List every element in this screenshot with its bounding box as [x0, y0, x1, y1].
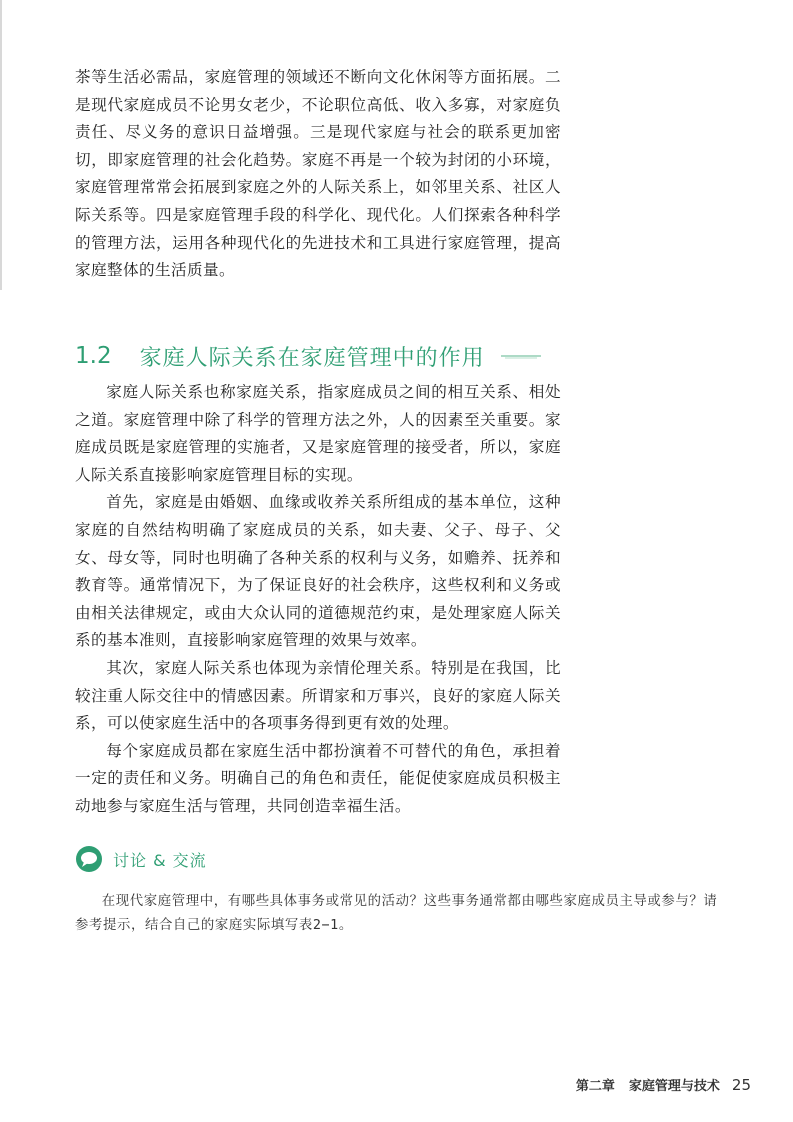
speech-bubble-icon	[75, 845, 103, 873]
top-paragraph: 茶等生活必需品，家庭管理的领域还不断向文化休闲等方面拓展。二是现代家庭成员不论男女老少，不论职位高低、收入多寡，对家庭负责任、尽义务的意识日益增强。三是现代家庭与社会的联系更加密切，即家庭管理的社会化趋势。家庭不再是一个较为封闭的小环境，家庭管理常常会拓展到家庭之外的人际关系上，如邻里关系、社区人际关系等。四是家庭管理手段的科学化、现代化。人们探索各种科学的管理方法，运用各种现代化的先进技术和工具进行家庭管理，提高家庭整体的生活质量。	[75, 68, 561, 280]
paragraph: 其次，家庭人际关系也体现为亲情伦理关系。特别是在我国，比较注重人际交往中的情感因素。所谓家和万事兴，良好的家庭人际关系，可以使家庭生活中的各项事务得到更有效的处理。	[75, 658, 561, 733]
page-edge-rule	[0, 0, 2, 290]
page-number: 25	[731, 1076, 751, 1094]
footer-chapter: 第二章	[575, 1079, 615, 1094]
heading-decoration-icon	[501, 351, 541, 361]
paragraph: 每个家庭成员都在家庭生活中都扮演着不可替代的角色，承担着一定的责任和义务。明确自己的角色和责任，能促使家庭成员积极主动地参与家庭生活与管理，共同创造幸福生活。	[75, 741, 561, 815]
discussion-title: 讨论 & 交流	[113, 850, 207, 870]
paragraph: 家庭人际关系也称家庭关系，指家庭成员之间的相互关系、相处之道。家庭管理中除了科学的管理方法之外，人的因素至关重要。家庭成员既是家庭管理的实施者，又是家庭管理的接受者，所以，家庭人际关系直接影响家庭管理目标的实现。	[75, 383, 561, 484]
section-title: 家庭人际关系在家庭管理中的作用	[139, 345, 485, 371]
footer-chapter-title: 家庭管理与技术	[628, 1079, 720, 1094]
section-body	[75, 379, 561, 821]
section-heading	[75, 338, 555, 374]
discussion-prompt: 在现代家庭管理中，有哪些具体事务或常见的活动？这些事务通常都由哪些家庭成员主导或参与？请参考提示，结合自己的家庭实际填写表2−1。	[75, 894, 718, 933]
paragraph: 首先，家庭是由婚姻、血缘或收养关系所组成的基本单位，这种家庭的自然结构明确了家庭成员的关系，如夫妻、父子、母子、父女、母女等，同时也明确了各种关系的权利与义务，如赡养、抚养和教育等。通常情况下，为了保证良好的社会秩序，这些权利和义务或由相关法律规定，或由大众认同的道德规范约束，是处理家庭人际关系的基本准则，直接影响家庭管理的效果与效率。	[75, 493, 561, 650]
discussion-header	[75, 843, 207, 875]
page-footer	[576, 1075, 751, 1094]
section-number: 1.2	[75, 343, 112, 369]
